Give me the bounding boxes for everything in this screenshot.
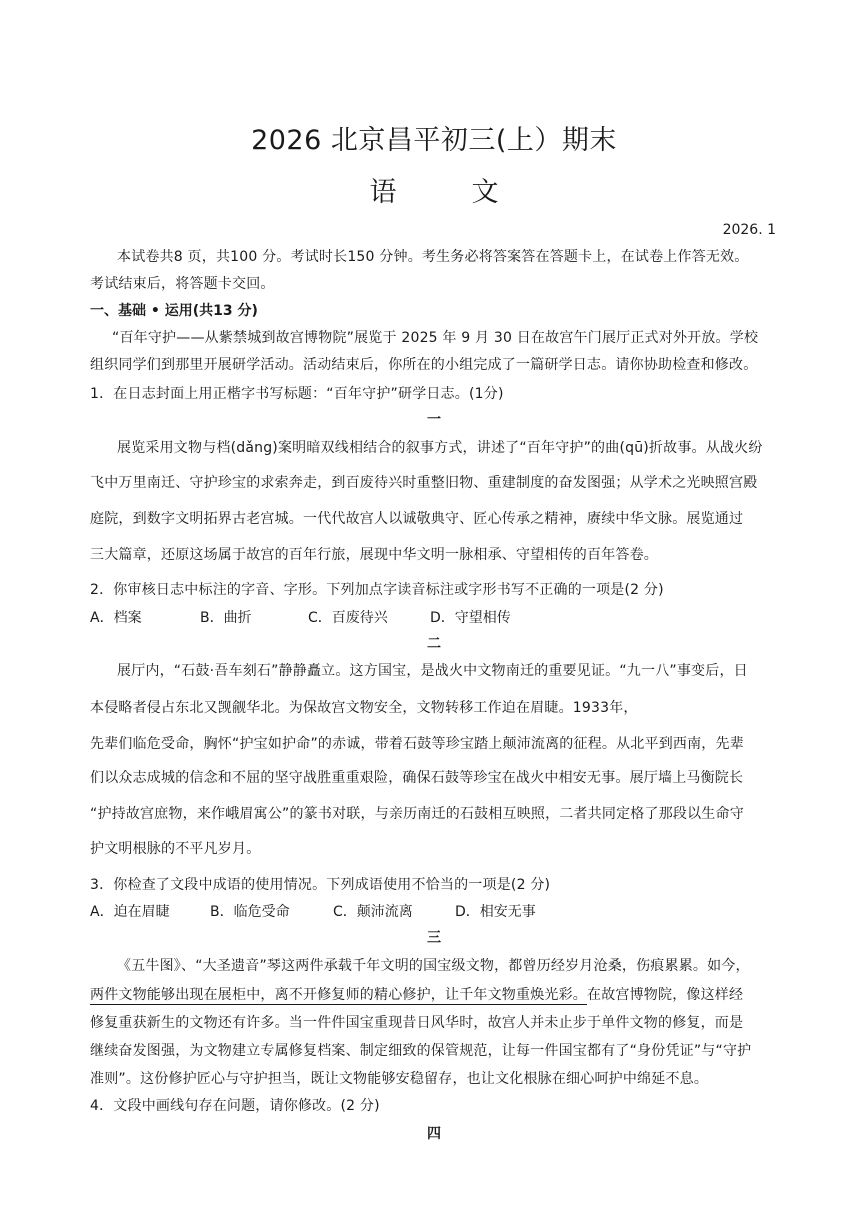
part2-line-4: 们以众志成城的信念和不屈的坚守战胜重重艰险，确保石鼓等珍宝在战火中相安无事。展厅墙上马衡院长 bbox=[90, 770, 744, 786]
part1-line-3: 庭院，到数字文明拓界古老宫城。一代代故宫人以诚敬典守、匠心传承之精神，赓续中华文脉。展览通过 bbox=[90, 511, 744, 527]
lead-line-2: 组织同学们到那里开展研学活动。活动结束后，你所在的小组完成了一篇研学日志。请你协助检查和修改。 bbox=[90, 357, 758, 373]
part-marker-3: 三 bbox=[427, 930, 441, 946]
part2-line-5: “护持故宫庶物，来作峨眉寓公”的篆书对联，与亲历南迁的石鼓相互映照，二者共同定格了那段以生命守 bbox=[90, 806, 744, 822]
q2-option-b: B．曲折 bbox=[200, 610, 252, 626]
part3-line-2 bbox=[90, 984, 743, 1004]
question-4: 4．文段中画线句存在问题，请你修改。(2 分) bbox=[90, 1098, 380, 1114]
q3-option-b: B．临危受命 bbox=[210, 904, 290, 920]
q2-option-a: A．档案 bbox=[90, 610, 142, 626]
part3-line-1: 《五牛图》、“大圣遗音”琴这两件承载千年文明的国宝级文物，都曾历经岁月沧桑，伤痕累累。如今， bbox=[117, 958, 750, 974]
underlined-sentence: 两件文物能够出现在展柜中，离不开修复师的精心修护，让千年文物重焕光彩。 bbox=[90, 987, 587, 1003]
part3-line-3: 修复重获新生的文物还有许多。当一件件国宝重现昔日风华时，故宫人并未止步于单件文物的修复，而是 bbox=[90, 1015, 744, 1031]
part-marker-4: 四 bbox=[427, 1126, 441, 1142]
subject-title: 语 文 bbox=[369, 177, 523, 208]
part2-line-6: 护文明根脉的不平凡岁月。 bbox=[90, 841, 261, 857]
lead-line-1: “百年守护——从紫禁城到故宫博物院”展览于 2025 年 9 月 30 日在故宫午门展厅正式对外开放。学校 bbox=[112, 330, 759, 346]
question-3: 3．你检查了文段中成语的使用情况。下列成语使用不恰当的一项是(2 分) bbox=[90, 877, 551, 893]
q2-option-d: D．守望相传 bbox=[430, 610, 511, 626]
q2-option-c: C．百废待兴 bbox=[308, 610, 388, 626]
intro-line-1: 本试卷共8 页，共100 分。考试时长150 分钟。考生务必将答案答在答题卡上，在试卷上作答无效。 bbox=[117, 249, 749, 265]
part3-line-4: 继续奋发图强，为文物建立专属修复档案、制定细致的保管规范，让每一件国宝都有了“身份凭证”与“守护 bbox=[90, 1043, 752, 1059]
question-2: 2．你审核日志中标注的字音、字形。下列加点字读音标注或字形书写不正确的一项是(2 分) bbox=[90, 582, 664, 598]
intro-line-2: 考试结束后，将答题卡交回。 bbox=[90, 276, 275, 292]
part2-line-2: 本侵略者侵占东北又觊觎华北。为保故宫文物安全，文物转移工作迫在眉睫。1933年， bbox=[90, 700, 638, 716]
part1-line-2: 飞中万里南迁、守护珍宝的求索奔走，到百废待兴时重整旧物、重建制度的奋发图强；从学术之光映照宫殿 bbox=[90, 475, 758, 491]
part-marker-2: 二 bbox=[427, 636, 441, 652]
part2-line-3: 先辈们临危受命，胸怀“护宝如护命”的赤诚，带着石鼓等珍宝踏上颠沛流离的征程。从北平到西南，先辈 bbox=[90, 736, 744, 752]
part1-line-1: 展览采用文物与档(dǎng)案明暗双线相结合的叙事方式，讲述了“百年守护”的曲(qū)折故事。从战火纷 bbox=[117, 440, 763, 456]
q3-option-a: A．迫在眉睫 bbox=[90, 904, 170, 920]
part-marker-1: 一 bbox=[427, 412, 441, 428]
page-title: 2026 北京昌平初三(上）期末 bbox=[251, 125, 617, 156]
part3-line-2-rest: 在故宫博物院，像这样经 bbox=[587, 987, 744, 1003]
part1-line-4: 三大篇章，还原这场属于故宫的百年行旅，展现中华文明一脉相承、守望相传的百年答卷。 bbox=[90, 547, 658, 563]
q3-option-d: D．相安无事 bbox=[455, 904, 536, 920]
section-heading: 一、基础 • 运用(共13 分) bbox=[90, 303, 258, 319]
question-1: 1．在日志封面上用正楷字书写标题：“百年守护”研学日志。(1分) bbox=[90, 386, 504, 402]
part2-line-1: 展厅内，“石鼓·吾车刻石”静静矗立。这方国宝，是战火中文物南迁的重要见证。“九一八”事变后，日 bbox=[117, 663, 748, 679]
exam-date: 2026. 1 bbox=[722, 222, 776, 238]
q3-option-c: C．颠沛流离 bbox=[333, 904, 413, 920]
part3-line-5: 准则”。这份修护匠心与守护担当，既让文物能够安稳留存，也让文化根脉在细心呵护中绵延不息。 bbox=[90, 1071, 709, 1087]
